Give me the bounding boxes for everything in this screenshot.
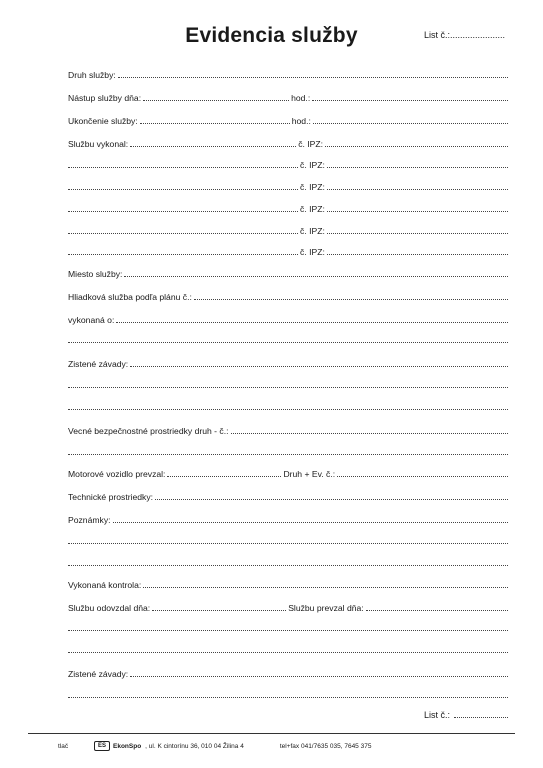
blank-line[interactable] — [68, 454, 508, 455]
service-end-hour-field[interactable] — [313, 123, 508, 124]
sheet-number-label: List č.: — [424, 30, 451, 40]
vehicle-type-label: Druh + Ev. č.: — [283, 469, 336, 479]
takeover-label: Službu prevzal dňa: — [288, 603, 364, 613]
bottom-sheet-number-label: List č.: — [424, 710, 451, 720]
print-label: tlač — [58, 742, 69, 750]
publisher-logo-icon: ES — [94, 741, 110, 751]
ipz-field[interactable] — [327, 254, 508, 255]
service-type-field[interactable] — [118, 77, 508, 78]
ipz-label: č. IPZ: — [300, 247, 325, 257]
vehicle-label: Motorové vozidlo prevzal: — [68, 469, 166, 479]
ipz-label: č. IPZ: — [298, 139, 324, 149]
performed-at-field[interactable] — [116, 322, 508, 323]
sheet-number-dots: ...................... — [450, 30, 506, 40]
defects-found-field[interactable] — [130, 366, 508, 367]
service-place-label: Miesto služby: — [68, 269, 123, 279]
technical-means-label: Technické prostriedky: — [68, 492, 154, 502]
blank-line[interactable] — [68, 565, 508, 566]
row-performed-by — [68, 137, 508, 149]
blank-line[interactable] — [68, 543, 508, 544]
notes-field[interactable] — [113, 522, 508, 523]
performed-by-field[interactable] — [68, 233, 298, 234]
performed-by-field[interactable] — [68, 167, 298, 168]
performed-by-field[interactable] — [68, 254, 298, 255]
row-service-start — [68, 91, 508, 103]
row-inspection — [68, 578, 508, 590]
service-end-hour-label: hod.: — [291, 116, 311, 126]
performed-by-field[interactable] — [68, 211, 298, 212]
publisher-address: , ul. K cintorínu 36, 010 04 Žilina 4 — [145, 742, 244, 750]
ipz-field[interactable] — [327, 189, 508, 190]
handover-label: Službu odovzdal dňa: — [68, 603, 151, 613]
performed-at-label: vykonaná o: — [68, 315, 115, 325]
service-start-date-field[interactable] — [143, 100, 289, 101]
ipz-label: č. IPZ: — [300, 160, 325, 170]
footer-divider — [28, 733, 515, 734]
row-performed-by-2 — [68, 158, 508, 170]
performed-by-label: Službu vykonal: — [68, 139, 129, 149]
notes-label: Poznámky: — [68, 515, 111, 525]
row-service-end — [68, 114, 508, 126]
row-performed-at — [68, 313, 508, 325]
patrol-plan-field[interactable] — [194, 299, 508, 300]
row-handover — [68, 601, 508, 613]
ipz-label: č. IPZ: — [300, 226, 325, 236]
vehicle-field[interactable] — [167, 476, 281, 477]
vehicle-type-field[interactable] — [337, 476, 508, 477]
performed-by-field[interactable] — [130, 146, 296, 147]
service-type-label: Druh služby: — [68, 70, 116, 80]
blank-line[interactable] — [68, 697, 508, 698]
defects-found-field[interactable] — [130, 676, 508, 677]
takeover-date-field[interactable] — [366, 610, 508, 611]
defects-found-label: Zistené závady: — [68, 669, 129, 679]
technical-means-field[interactable] — [155, 499, 508, 500]
blank-line[interactable] — [68, 342, 508, 343]
blank-line[interactable] — [68, 652, 508, 653]
row-notes — [68, 513, 508, 525]
service-start-hour-label: hod.: — [291, 93, 311, 103]
safety-equipment-label: Vecné bezpečnostné prostriedky druh - č.: — [68, 426, 229, 436]
safety-equipment-field[interactable] — [231, 433, 508, 434]
handover-date-field[interactable] — [152, 610, 286, 611]
service-end-date-field[interactable] — [140, 123, 290, 124]
ipz-field[interactable] — [325, 146, 508, 147]
service-start-label: Nástup služby dňa: — [68, 93, 142, 103]
publisher-name: EkonSpo — [113, 742, 142, 750]
bottom-sheet-number — [424, 710, 508, 720]
publisher-phone: tel+fax 041/7635 035, 7645 375 — [279, 742, 372, 750]
performed-by-field[interactable] — [68, 189, 298, 190]
bottom-sheet-number-field[interactable] — [454, 717, 508, 718]
row-technical-means — [68, 490, 508, 502]
row-vehicle — [68, 467, 508, 479]
row-patrol-plan — [68, 290, 508, 302]
row-performed-by-5 — [68, 224, 508, 236]
row-performed-by-3 — [68, 180, 508, 192]
service-end-label: Ukončenie služby: — [68, 116, 138, 126]
ipz-label: č. IPZ: — [300, 182, 325, 192]
inspection-field[interactable] — [143, 587, 508, 588]
defects-found-label: Zistené závady: — [68, 359, 129, 369]
ipz-field[interactable] — [327, 167, 508, 168]
service-place-field[interactable] — [124, 276, 508, 277]
page-title: Evidencia služby — [185, 24, 358, 47]
row-service-place — [68, 267, 508, 279]
ipz-label: č. IPZ: — [300, 204, 325, 214]
row-performed-by-4 — [68, 202, 508, 214]
blank-line[interactable] — [68, 409, 508, 410]
footer — [58, 740, 518, 752]
row-defects-found — [68, 357, 508, 369]
ipz-field[interactable] — [327, 211, 508, 212]
blank-line[interactable] — [68, 387, 508, 388]
service-start-hour-field[interactable] — [312, 100, 508, 101]
row-safety-equipment — [68, 424, 508, 436]
row-performed-by-6 — [68, 245, 508, 257]
inspection-label: Vykonaná kontrola: — [68, 580, 142, 590]
sheet-number — [424, 30, 505, 40]
blank-line[interactable] — [68, 630, 508, 631]
row-defects-found-2 — [68, 667, 508, 679]
row-service-type — [68, 68, 508, 80]
patrol-plan-label: Hliadková služba podľa plánu č.: — [68, 292, 192, 302]
ipz-field[interactable] — [327, 233, 508, 234]
